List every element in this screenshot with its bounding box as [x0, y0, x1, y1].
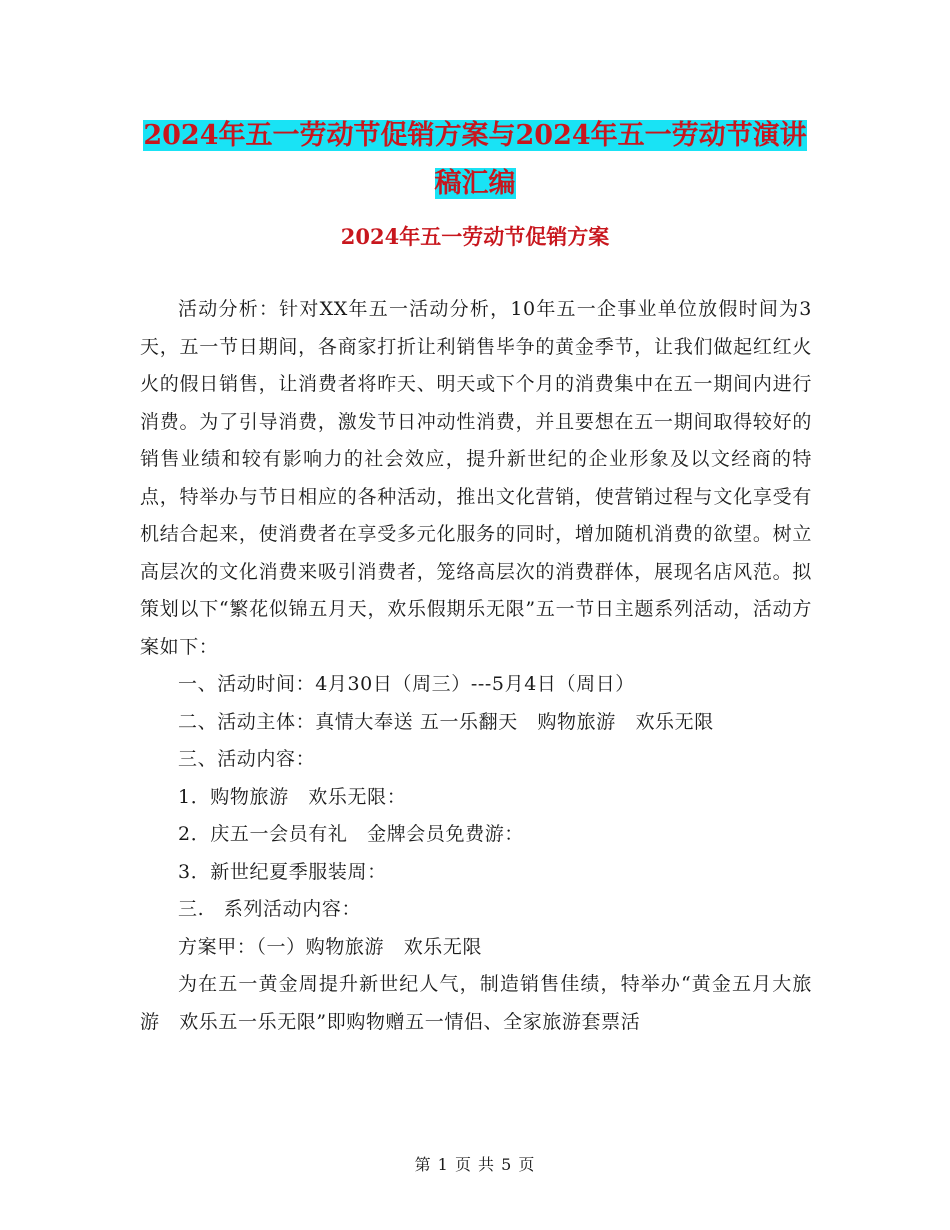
document-body — [140, 291, 812, 1041]
paragraph-series-content: 三. 系列活动内容： — [178, 898, 362, 920]
paragraph-plan-a: 方案甲：（一）购物旅游 欢乐无限 — [178, 935, 483, 958]
paragraph-activity-time: 一、活动时间：4月30日（周三）---5月4日（周日） — [178, 673, 635, 695]
document-title — [140, 112, 810, 208]
paragraph-activity-theme: 二、活动主体：真情大奉送 五一乐翻天 购物旅游 欢乐无限 — [178, 710, 714, 733]
paragraph-item-2: 2．庆五一会员有礼 金牌会员免费游： — [178, 823, 524, 845]
paragraph-activity-content: 三、活动内容： — [178, 748, 316, 770]
document-title-line-2: 稿汇编 — [434, 168, 516, 199]
page-footer: 第 1 页 共 5 页 — [414, 1155, 536, 1174]
paragraph-item-1: 1．购物旅游 欢乐无限： — [178, 785, 407, 808]
paragraph-analysis: 活动分析：针对XX年五一活动分析，10年五一企事业单位放假时间为3天，五一节日期间，各商家打折让利销售毕争的黄金季节，让我们做起红红火火的假日销售，让消费者将昨天、明天或下个月的消费集中在五一期间内进行消费。为了引导消费，激发节日冲动性消费，并且要想在五一期间取得较好的销售业绩和较有影响力的社会效应，提升新世纪的企业形象及以文经商的特点，特举办与节日相应的各种活动，推出文化营销，使营销过程与文化享受有机结合起来，使消费者在享受多元化服务的同时，增加随机消费的欲望。树立高层次的文化消费来吸引消费者，笼络高层次的消费群体，展现名店风范。拟策划以下“繁花似锦五月天，欢乐假期乐无限”五一节日主题系列活动，活动方案如下： — [140, 298, 812, 658]
paragraph-plan-a-detail: 为在五一黄金周提升新世纪人气，制造销售佳绩，特举办“黄金五月大旅游 欢乐五一乐无限”即购物赠五一情侣、全家旅游套票活 — [140, 973, 812, 1033]
paragraph-item-3: 3．新世纪夏季服装周： — [178, 860, 387, 883]
section-title: 2024年五一劳动节促销方案 — [340, 224, 610, 249]
document-title-line-1: 2024年五一劳动节促销方案与2024年五一劳动节演讲 — [143, 120, 807, 151]
